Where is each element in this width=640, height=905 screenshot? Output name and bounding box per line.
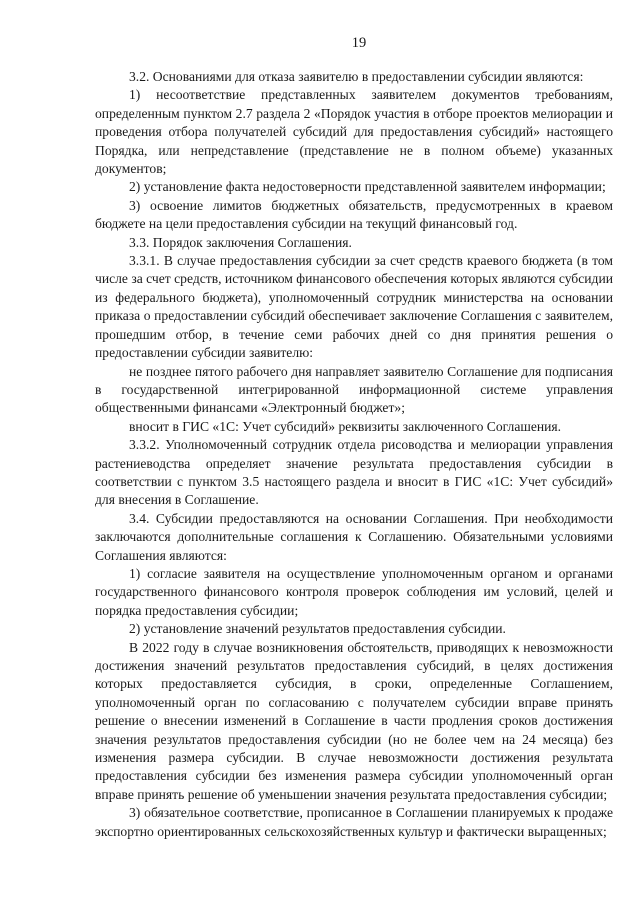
paragraph: 3.4. Субсидии предоставляются на основании Соглашения. При необходимости заключаются дополнительные соглашения к Соглашению. Обязательными условиями Соглашения являются: (95, 510, 613, 563)
paragraph: не позднее пятого рабочего дня направляет заявителю Соглашение для подписания в государственной интегрированной информационной системе управления общественными финансами «Электронный бюджет»; (95, 363, 613, 416)
paragraph: 1) несоответствие представленных заявителем документов требованиям, определенным пунктом 2.7 раздела 2 «Порядок участия в отборе проектов мелиорации и проведения отбора получателей субсидий для предоставления субсидий» настоящего Порядка, или непредставление (представление не в полном объеме) указанных документов; (95, 87, 613, 177)
paragraph: 3) освоение лимитов бюджетных обязательств, предусмотренных в краевом бюджете на цели предоставления субсидии на текущий финансовый год. (95, 197, 613, 232)
document-body (95, 68, 613, 841)
paragraph: 3.2. Основаниями для отказа заявителю в предоставлении субсидии являются: (129, 69, 584, 84)
paragraph: В 2022 году в случае возникновения обстоятельств, приводящих к невозможности достижения значений результатов предоставления субсидий, в целях достижения которых предоставляется субсидия, в сроки, определенные Соглашением, уполномоченный орган по согласованию с получателем субсидии вправе принять решение о внесении изменений в Соглашение в части продления сроков достижения значения результатов предоставления субсидии (но не более чем на 24 месяца) без изменения размера субсидии. В случае невозможности достижения результата предоставления субсидии без изменения размера субсидии уполномоченный орган вправе принять решение об уменьшении значения результата предоставления субсидии; (95, 639, 613, 802)
paragraph: 3.3.2. Уполномоченный сотрудник отдела рисоводства и мелиорации управления растениеводства определяет значение результата предоставления субсидии в соответствии с пунктом 3.5 настоящего раздела и вносит в ГИС «1С: Учет субсидий» для внесения в Соглашение. (95, 437, 613, 508)
paragraph: 1) согласие заявителя на осуществление уполномоченным органом и органами государственного финансового контроля проверок соблюдения им условий, целей и порядка предоставления субсидии; (95, 565, 613, 618)
paragraph: 3) обязательное соответствие, прописанное в Соглашении планируемых к продаже экспортно ориентированных сельскохозяйственных культур и фактически выращенных; (95, 805, 613, 839)
paragraph: вносит в ГИС «1С: Учет субсидий» реквизиты заключенного Соглашения. (129, 418, 562, 434)
paragraph: 2) установление значений результатов предоставления субсидии. (129, 621, 506, 637)
paragraph: 2) установление факта недостоверности представленной заявителем информации; (129, 179, 606, 195)
paragraph: 3.3. Порядок заключения Соглашения. (129, 234, 352, 250)
page-number: 19 (351, 35, 367, 51)
paragraph: 3.3.1. В случае предоставления субсидии за счет средств краевого бюджета (в том числе за счет средств, источником финансового обеспечения которых являются субсидии из федерального бюджета), уполномоченный сотрудник министерства на основании приказа о предоставлении субсидий обеспечивает заключение Соглашения с заявителем, прошедшим отбор, в течение семи рабочих дней со дня принятия решения о предоставлении субсидии заявителю: (95, 253, 613, 361)
